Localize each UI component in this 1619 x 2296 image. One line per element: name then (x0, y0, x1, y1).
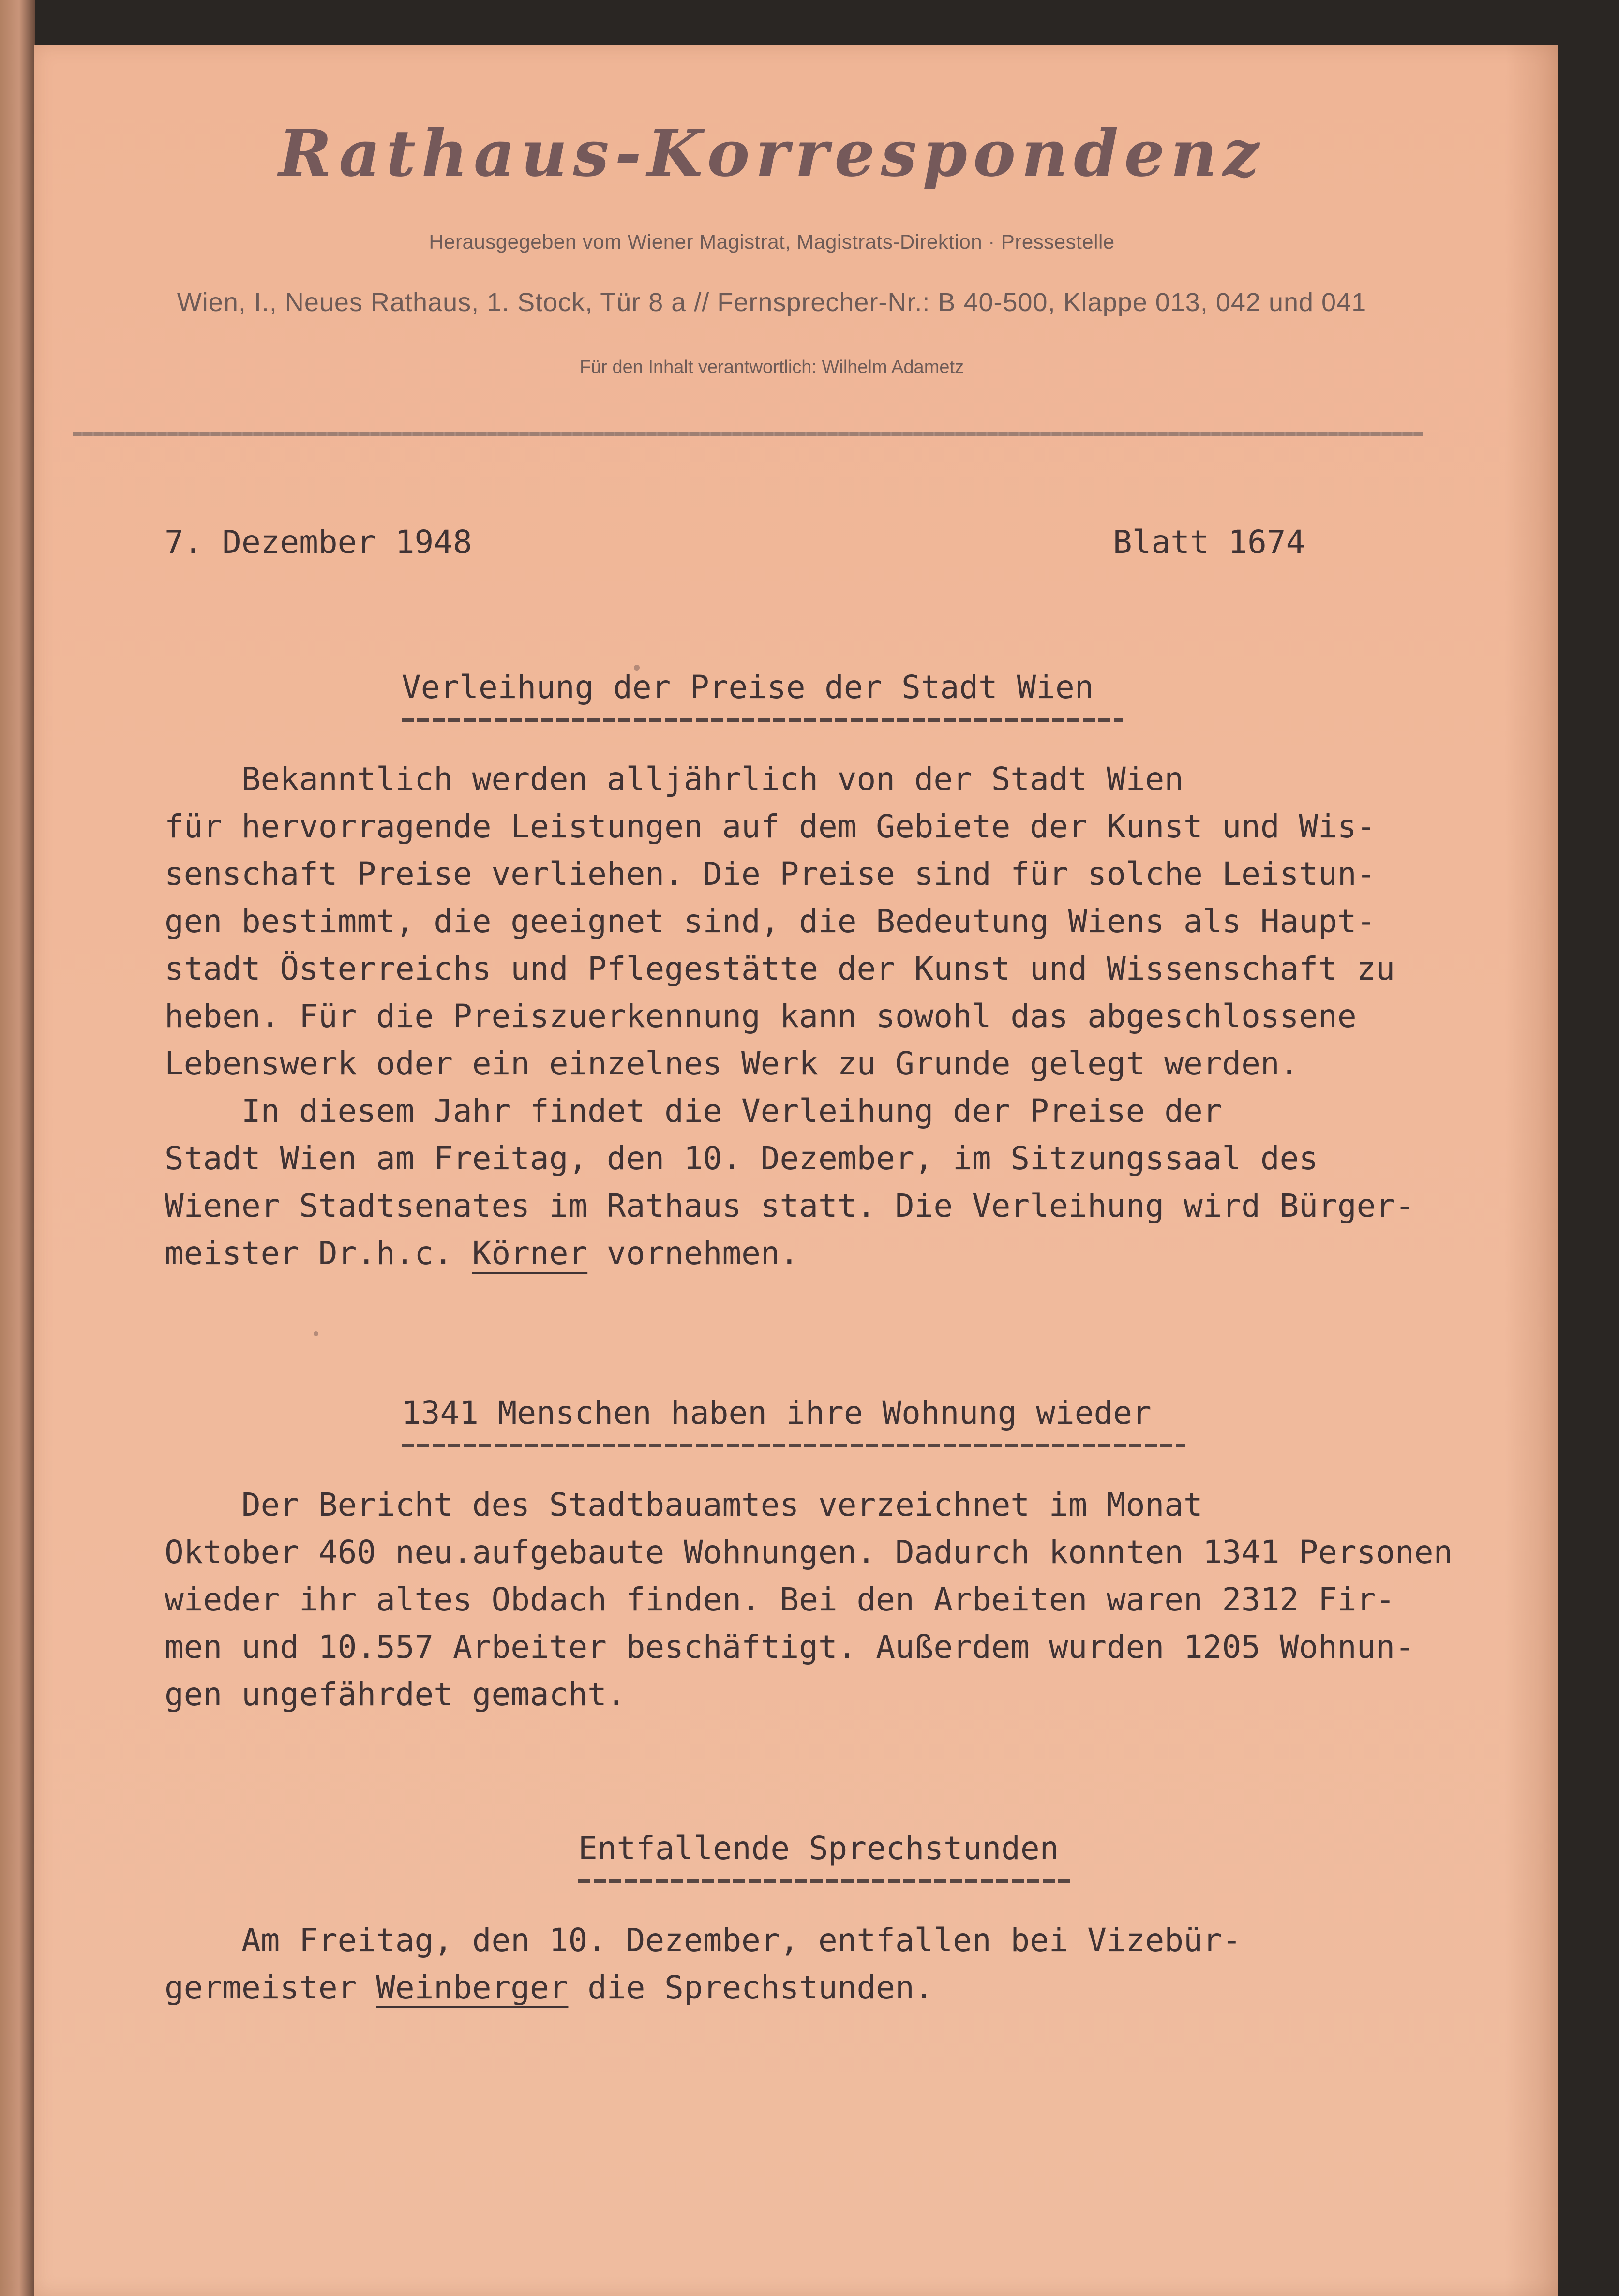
article-body-office-hours: Am Freitag, den 10. Dezember, entfallen bei Vizebür- germeister Weinberger die Sprechstunden. (165, 1922, 1242, 2006)
letterhead-divider (73, 432, 1423, 436)
sheet-number: Blatt 1674 (1113, 523, 1305, 561)
adjacent-page-edge (0, 0, 35, 2296)
document-sheet (34, 45, 1558, 2296)
paper-speck (314, 1331, 318, 1336)
editor-line: Für den Inhalt verantwortlich: Wilhelm Adametz (579, 357, 964, 377)
page-shadow (1505, 45, 1558, 2296)
article-heading-prizes: Verleihung der Preise der Stadt Wien (402, 669, 1094, 706)
newsletter-title: Rathaus-Korrespondenz (278, 116, 1265, 191)
heading-underline-housing (402, 1444, 1185, 1447)
issue-date: 7. Dezember 1948 (165, 523, 472, 561)
article-body-prizes: Bekanntlich werden alljährlich von der Stadt Wien für hervorragende Leistungen auf dem Gebiete der Kunst und Wis- senschaft Preise verliehen. Die Preise sind für solche Leistun- gen bestimmt, die geeignet sind, die Bedeutung Wiens als Haupt- stadt Österreichs und Pflegestätte der Kunst und Wissenschaft zu heben. Für die Preiszuerkennung kann sowohl das abgeschlossene Lebenswerk oder ein einzelnes Werk zu Grunde gelegt werden. In diesem Jahr findet die Verleihung der Preise der Stadt Wien am Freitag, den 10. Dezember, im Sitzungssaal des Wiener Stadtsenates im Rathaus statt. Die Verleihung wird Bürger- meister Dr.h.c. Körner vornehmen. (165, 760, 1414, 1272)
publisher-line: Herausgegeben vom Wiener Magistrat, Magistrats-Direktion · Pressestelle (429, 230, 1115, 253)
address-line: Wien, I., Neues Rathaus, 1. Stock, Tür 8 a // Fernsprecher-Nr.: B 40-500, Klappe 013, 042 und 041 (177, 288, 1367, 317)
paper-speck (634, 665, 640, 671)
article-body-housing: Der Bericht des Stadtbauamtes verzeichnet im Monat Oktober 460 neu.aufgebaute Wohnungen. Dadurch konnten 1341 Personen wieder ihr altes Obdach finden. Bei den Arbeiten waren 2312 Fir- men und 10.557 Arbeiter beschäftigt. Außerdem wurden 1205 Wohnun- gen ungefährdet gemacht. (165, 1486, 1453, 1713)
article-heading-office-hours: Entfallende Sprechstunden (578, 1830, 1059, 1867)
heading-underline-prizes (402, 718, 1123, 722)
letterhead (34, 116, 1558, 378)
article-heading-housing: 1341 Menschen haben ihre Wohnung wieder (402, 1394, 1152, 1431)
underlined-name-koerner: Körner (472, 1235, 588, 1272)
heading-underline-office-hours (578, 1879, 1072, 1883)
underlined-name-weinberger: Weinberger (376, 1969, 569, 2006)
